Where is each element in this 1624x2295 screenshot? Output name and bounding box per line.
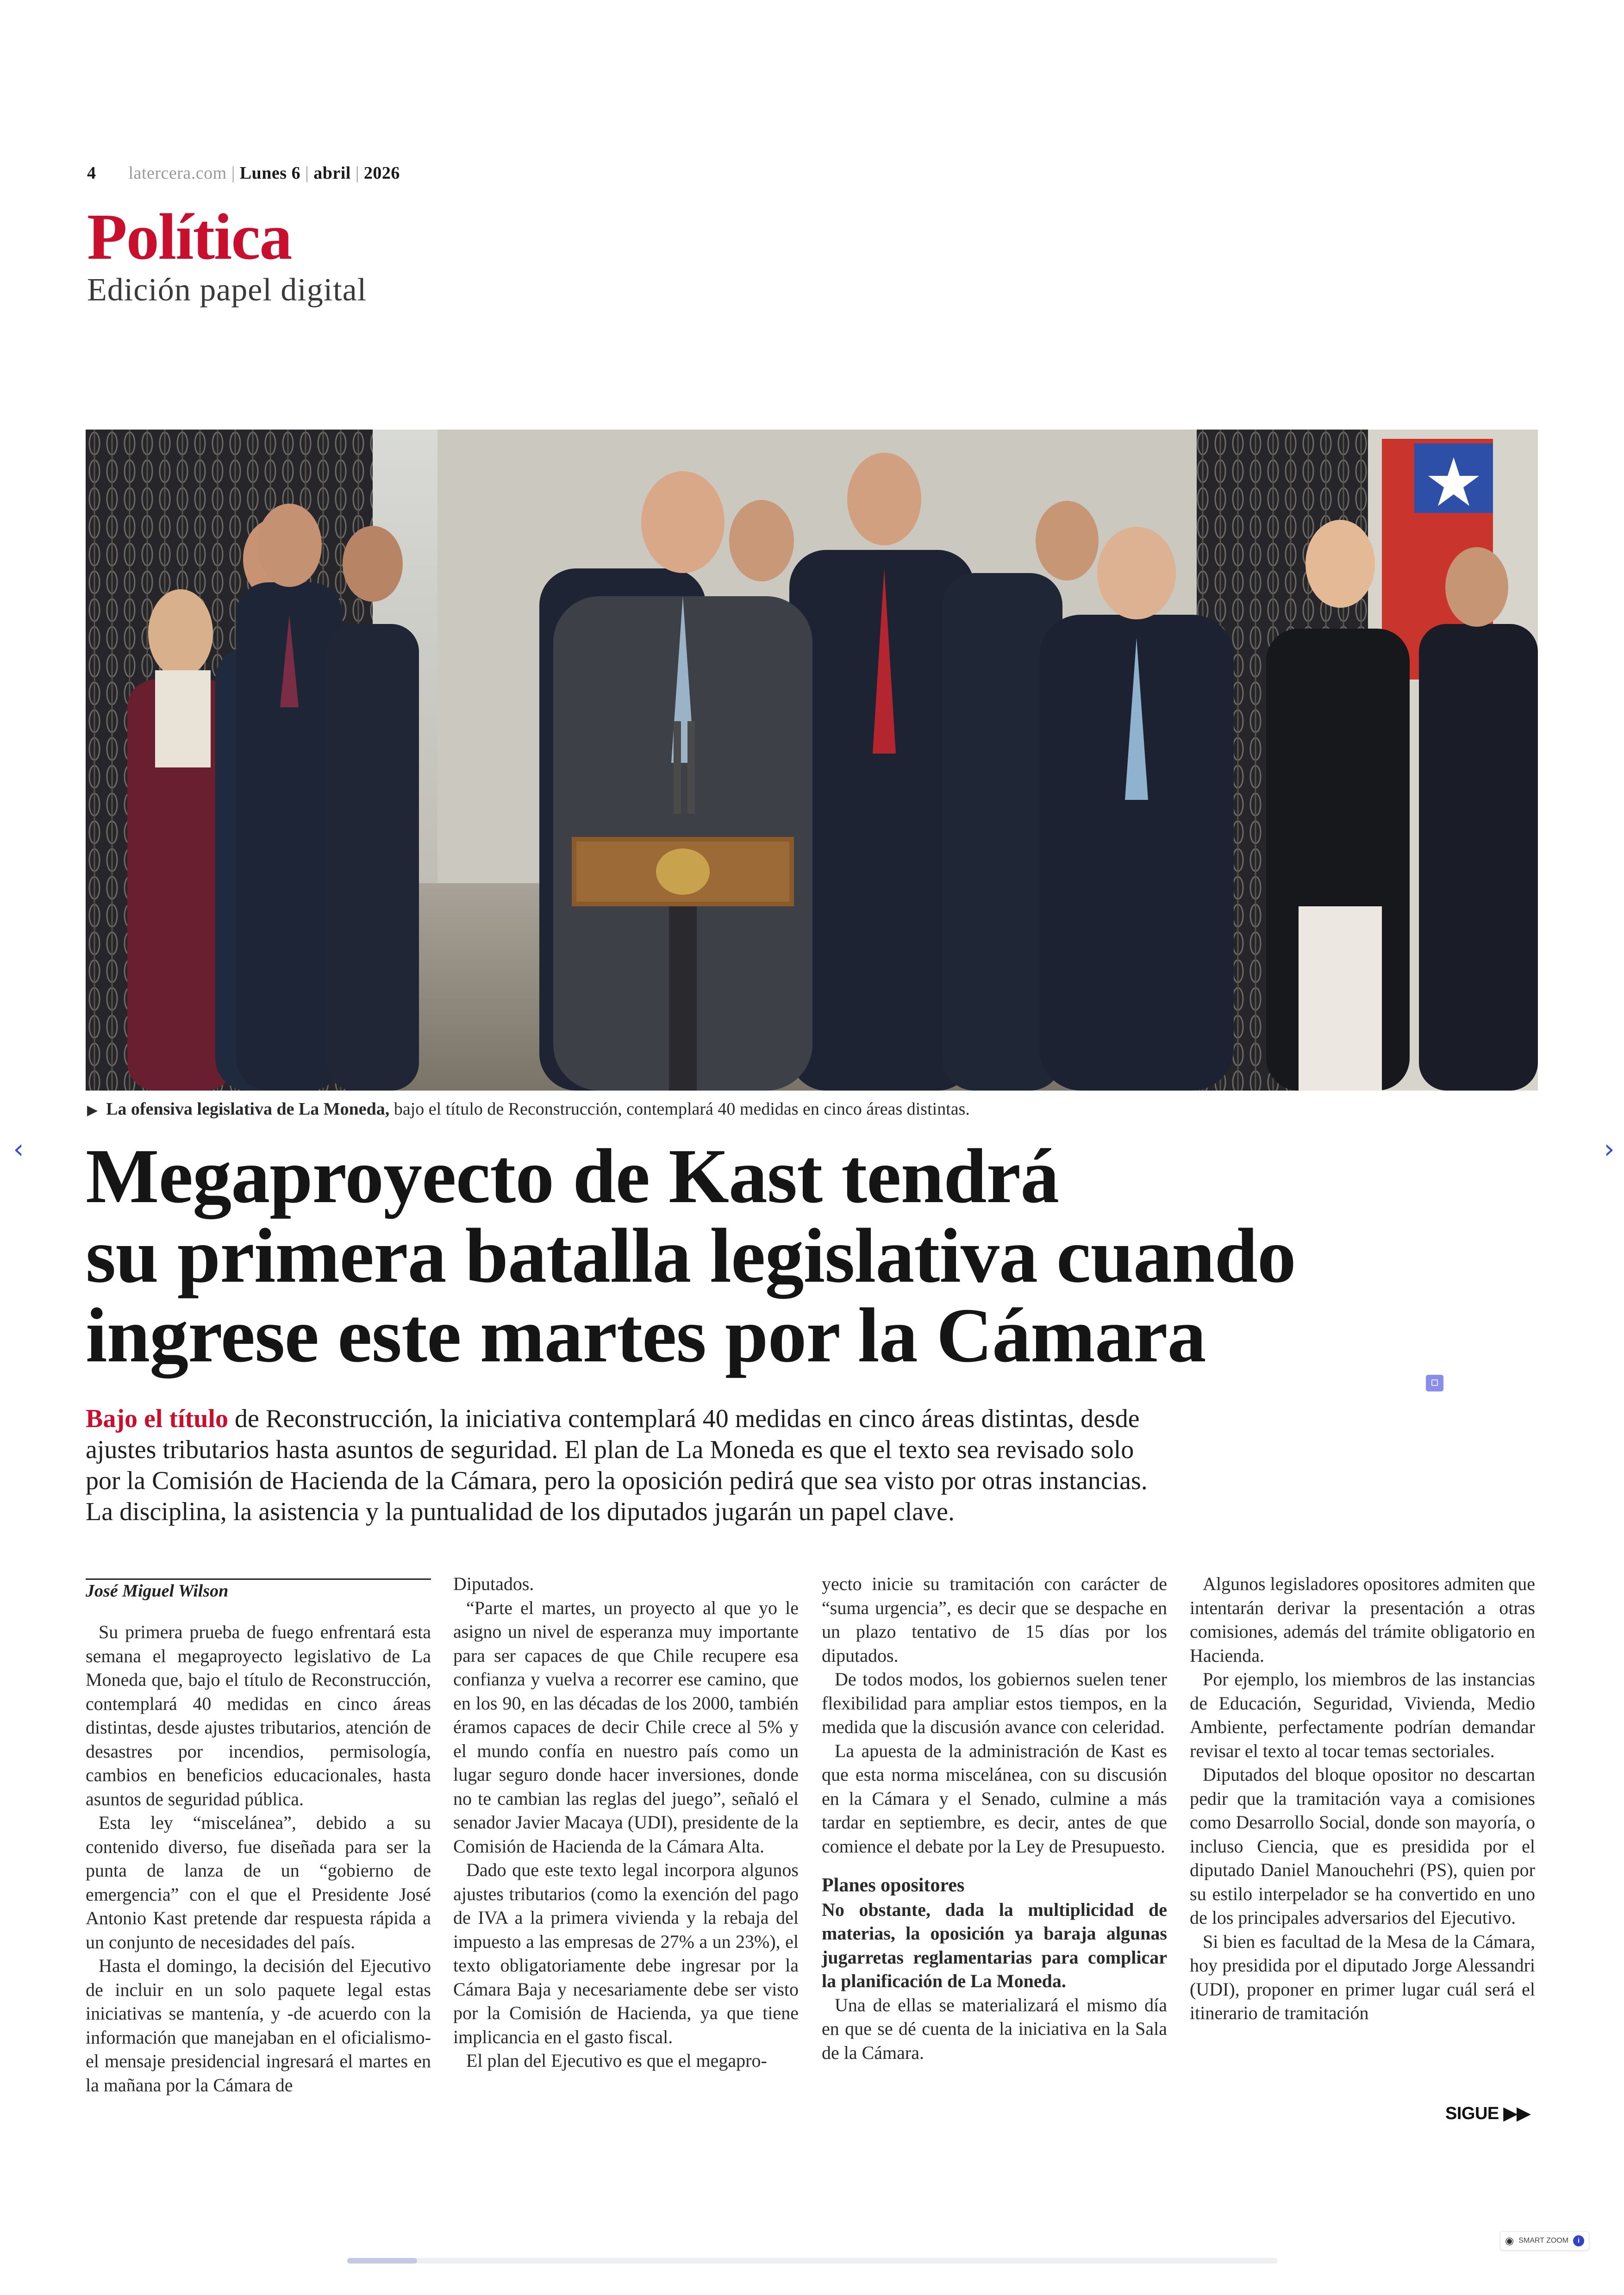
body-column-4 (1190, 1572, 1535, 2025)
deck-line: La disciplina, la asistencia y la puntualidad de los diputados jugarán un papel clave. (86, 1497, 955, 1526)
note-icon[interactable] (1426, 1375, 1443, 1391)
deck-text: de Reconstrucción, la iniciativa contemplará 40 medidas en cinco áreas distintas, desde (228, 1404, 1140, 1433)
site-name: latercera.com (128, 163, 227, 183)
chevron-left-icon[interactable]: ‹ (13, 1133, 24, 1165)
body-paragraph: Diputados. (453, 1573, 534, 1594)
page-header (87, 163, 400, 183)
headline-line: ingrese este martes por la Cámara (86, 1292, 1206, 1378)
smart-zoom-button[interactable] (1500, 2231, 1589, 2251)
body-paragraph: Algunos legisladores opositores admiten que intentarán derivar la presentación a otras comisiones, además del trámite obligatorio en Hacienda. (1190, 1573, 1535, 1666)
headline-line: su primera batalla legislativa cuando (86, 1213, 1296, 1299)
body-paragraph: La apuesta de la administración de Kast es que esta norma miscelánea, con su discusión en la Cámara y el Senado, culmine a más tardar en septiembre, es decir, antes de que comience el debate por la Ley de Presupuesto. (822, 1740, 1167, 1857)
caption-arrow-icon: ▶ (87, 1103, 98, 1118)
header-month: abril (313, 163, 351, 183)
section-subtitle: Edición papel digital (87, 272, 367, 308)
body-paragraph-bold: No obstante, dada la multiplicidad de materias, la oposición ya baraja algunas jugarretas reglamentarias para complicar la planificación de La Moneda. (822, 1899, 1167, 1991)
body-paragraph: Diputados del bloque opositor no descartan pedir que la tramitación vaya a comisiones como Desarrollo Social, donde son mayoría, o incluso Ciencia, que es presidida por el diputado Daniel Manouchehri (PS), quien por su estilo interpelador se ha convertido en uno de los principales adversarios del Ejecutivo. (1190, 1764, 1535, 1928)
photo-caption (87, 1099, 970, 1119)
deck-line: ajustes tributarios hasta asuntos de seguridad. El plan de La Moneda es que el texto sea revisado solo (86, 1435, 1134, 1464)
section-title: Política (87, 200, 292, 273)
chevron-right-icon[interactable]: › (1604, 1133, 1615, 1165)
photo-illustration (86, 430, 1538, 1091)
deck-line: por la Comisión de Hacienda de la Cámara, pero la oposición pedirá que sea visto por otras instancias. (86, 1466, 1148, 1495)
headline-line: Megaproyecto de Kast tendrá (86, 1133, 1059, 1219)
smart-zoom-label: SMART ZOOM (1518, 2237, 1569, 2245)
header-separator: | (355, 163, 359, 183)
deck-lead: Bajo el título (86, 1404, 228, 1433)
info-icon[interactable]: i (1573, 2235, 1584, 2246)
header-year: 2026 (363, 163, 400, 183)
header-separator: | (305, 163, 309, 183)
body-column-3 (822, 1572, 1167, 2064)
deck-line (86, 1403, 1382, 1434)
body-paragraph: El plan del Ejecutivo es que el megapro- (466, 2050, 767, 2071)
page-number: 4 (87, 163, 96, 183)
body-paragraph: Una de ellas se materializará el mismo día en que se dé cuenta de la iniciativa en la Sala de la Cámara. (822, 1994, 1167, 2063)
body-paragraph: Su primera prueba de fuego enfrentará esta semana el megaproyecto legislativo de La Moneda que, bajo el título de Reconstrucción, contemplará 40 medidas en cinco áreas distintas, desde ajustes tributarios, atención de desastres por incendios, permisología, cambios en beneficios educacionales, hasta asuntos de seguridad pública. (86, 1621, 431, 1809)
body-paragraph: Esta ley “miscelánea”, debido a su contenido diverso, fue diseñada para ser la punta de lanza de un “gobierno de emergencia” con el que el Presidente José Antonio Kast pretende dar respuesta rápida a un conjunto de necesidades del país. (86, 1812, 431, 1952)
page-progress-fill (347, 2258, 417, 2264)
caption-lead: La ofensiva legislativa de La Moneda, (106, 1099, 390, 1119)
continue-marker[interactable]: SIGUE ▶▶ (1445, 2104, 1530, 2123)
caption-text: bajo el título de Reconstrucción, contemplará 40 medidas en cinco áreas distintas. (389, 1099, 970, 1119)
body-paragraph: “Parte el martes, un proyecto al que yo le asigno un nivel de esperanza muy importante para ser capaces de que Chile recupere esa confianza y vuelva a recorrer ese camino, que en los 90, en las décadas de los 2000, también éramos capaces de decir Chile crece al 5% y el mundo confía en nuestro país como un lugar seguro donde hacer inversiones, donde no te cambian las reglas del juego”, señaló el senador Javier Macaya (UDI), presidente de la Comisión de Hacienda de la Cámara Alta. (453, 1597, 799, 1857)
body-paragraph: yecto inicie su tramitación con carácter de “suma urgencia”, es decir que se despache en un plazo tentativo de 15 días por los diputados. (822, 1573, 1167, 1666)
body-paragraph: Dado que este texto legal incorpora algunos ajustes tributarios (como la exención del pago de IVA a la primera vivienda y la rebaja del impuesto a las empresas de 27% a un 23%), el texto obligatoriamente debe ingresar por la Cámara Baja y necesariamente debe ser visto por la Comisión de Hacienda, ya que tiene implicancia en el gasto fiscal. (453, 1859, 799, 2047)
body-column-2 (453, 1572, 799, 2073)
header-separator: | (231, 163, 235, 183)
byline-rule (86, 1578, 431, 1580)
body-paragraph: Por ejemplo, los miembros de las instancias de Educación, Seguridad, Vivienda, Medio Ambiente, perfectamente podrían demandar revisar el texto al tocar temas sectoriales. (1190, 1669, 1535, 1761)
article-deck (86, 1403, 1382, 1528)
eye-icon: ◉ (1505, 2235, 1514, 2246)
body-paragraph: Hasta el domingo, la decisión del Ejecutivo de incluir en un solo paquete legal estas iniciativas se mantenía, y -de acuerdo con la información que manejaban en el oficialismo- el mensaje presidencial ingresará el martes en la mañana por la Cámara de (86, 1955, 431, 2095)
byline: José Miguel Wilson (86, 1581, 229, 1601)
body-paragraph: De todos modos, los gobiernos suelen tener flexibilidad para ampliar estos tiempos, en la medida que la discusión avance con celeridad. (822, 1669, 1167, 1737)
body-paragraph: Si bien es facultad de la Mesa de la Cámara, hoy presidida por el diputado Jorge Alessandri (UDI), proponer en primer lugar cuál será el itinerario de tramitación (1190, 1931, 1535, 2023)
section-subhead: Planes opositores (822, 1875, 965, 1896)
page-progress-track[interactable] (347, 2258, 1278, 2264)
body-column-1 (86, 1620, 431, 2097)
header-day: Lunes 6 (239, 163, 301, 183)
lead-photo (86, 430, 1538, 1091)
article-headline (86, 1133, 1567, 1378)
